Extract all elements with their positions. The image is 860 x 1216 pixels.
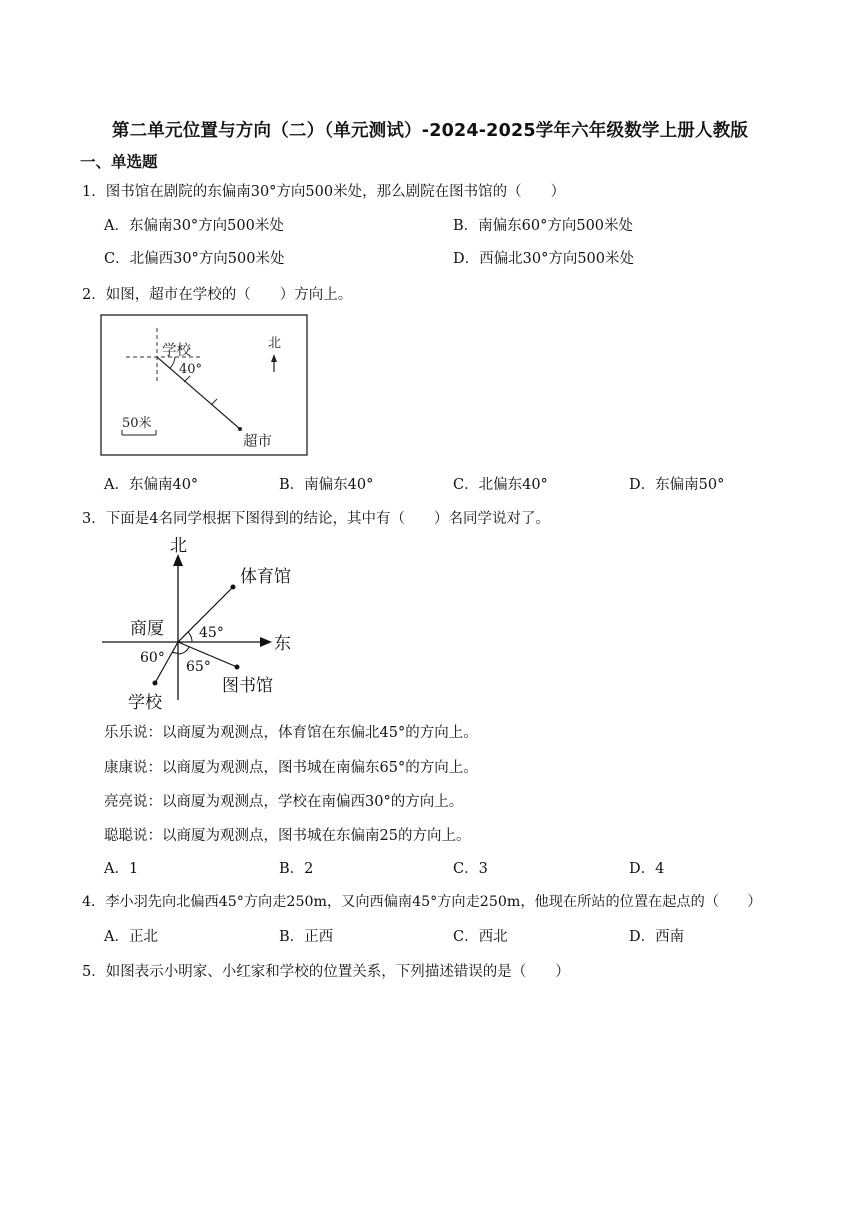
question-3-statement-2: 康康说：以商厦为观测点，图书城在南偏东65°的方向上。	[104, 760, 478, 776]
question-1-option-b[interactable]: B．南偏东60°方向500米处	[453, 218, 634, 234]
question-4-option-a[interactable]: A．正北	[104, 929, 158, 945]
question-4-stem: 4．李小羽先向北偏西45°方向走250m，又向西偏南45°方向走250m，他现在所站的位置在起点的（ ）	[82, 894, 762, 910]
north-label: 北	[268, 336, 282, 351]
north-arrow-head-icon	[271, 354, 277, 362]
question-2-option-d[interactable]: D．东偏南50°	[629, 477, 725, 493]
angle-label: 40°	[179, 362, 203, 377]
question-3-statement-4: 聪聪说：以商厦为观测点，图书城在东偏南25的方向上。	[104, 828, 471, 844]
question-3-statement-3: 亮亮说：以商厦为观测点，学校在南偏西30°的方向上。	[104, 794, 464, 810]
question-1-option-c[interactable]: C．北偏西30°方向500米处	[104, 251, 285, 267]
question-1-option-a[interactable]: A．东偏南30°方向500米处	[104, 218, 284, 234]
angle-arc-library	[178, 647, 189, 654]
question-4-option-d[interactable]: D．西南	[629, 929, 685, 945]
page-title: 第二单元位置与方向（二）（单元测试）-2024-2025学年六年级数学上册人教版	[111, 121, 749, 141]
question-2-option-b[interactable]: B．南偏东40°	[279, 477, 374, 493]
gym-point	[231, 585, 236, 590]
school-label: 学校	[162, 343, 191, 359]
east-label: 东	[274, 634, 291, 654]
angle-label-school: 60°	[140, 650, 165, 666]
question-3-stem: 3．下面是4名同学根据下图得到的结论，其中有（ ）名同学说对了。	[82, 511, 550, 527]
question-2-figure	[100, 314, 310, 458]
scale-label: 50米	[122, 416, 152, 431]
library-label: 图书馆	[222, 676, 273, 696]
question-4-option-c[interactable]: C．西北	[453, 929, 508, 945]
angle-arc-gym	[188, 632, 192, 642]
question-3-statement-1: 乐乐说：以商厦为观测点，体育馆在东偏北45°的方向上。	[104, 725, 478, 741]
question-2-stem: 2．如图，超市在学校的（ ）方向上。	[82, 287, 353, 303]
library-point	[235, 665, 240, 670]
market-label: 超市	[243, 434, 272, 450]
center-label: 商厦	[130, 619, 164, 639]
angle-label-library: 65°	[186, 659, 211, 675]
gym-label: 体育馆	[240, 567, 291, 587]
question-1-stem: 1．图书馆在剧院的东偏南30°方向500米处，那么剧院在图书馆的（ ）	[82, 184, 566, 200]
question-3-option-c[interactable]: C．3	[453, 861, 488, 877]
section-heading: 一、单选题	[80, 153, 158, 171]
question-3-option-b[interactable]: B．2	[279, 861, 314, 877]
market-point	[238, 427, 242, 431]
question-3-figure	[100, 530, 310, 716]
tick-mark	[211, 399, 217, 405]
question-2-option-c[interactable]: C．北偏东40°	[453, 477, 548, 493]
angle-label-gym: 45°	[199, 625, 224, 641]
school-label: 学校	[128, 693, 162, 713]
question-2-option-a[interactable]: A．东偏南40°	[104, 477, 199, 493]
question-5-stem: 5．如图表示小明家、小红家和学校的位置关系，下列描述错误的是（ ）	[82, 964, 570, 980]
question-4-option-b[interactable]: B．正西	[279, 929, 334, 945]
angle-arc-school	[172, 652, 178, 653]
question-1-option-d[interactable]: D．西偏北30°方向500米处	[453, 251, 635, 267]
north-label: 北	[170, 536, 187, 556]
school-point	[153, 681, 158, 686]
question-3-option-a[interactable]: A．1	[104, 861, 139, 877]
question-3-option-d[interactable]: D．4	[629, 861, 665, 877]
east-arrow-icon	[260, 637, 272, 647]
